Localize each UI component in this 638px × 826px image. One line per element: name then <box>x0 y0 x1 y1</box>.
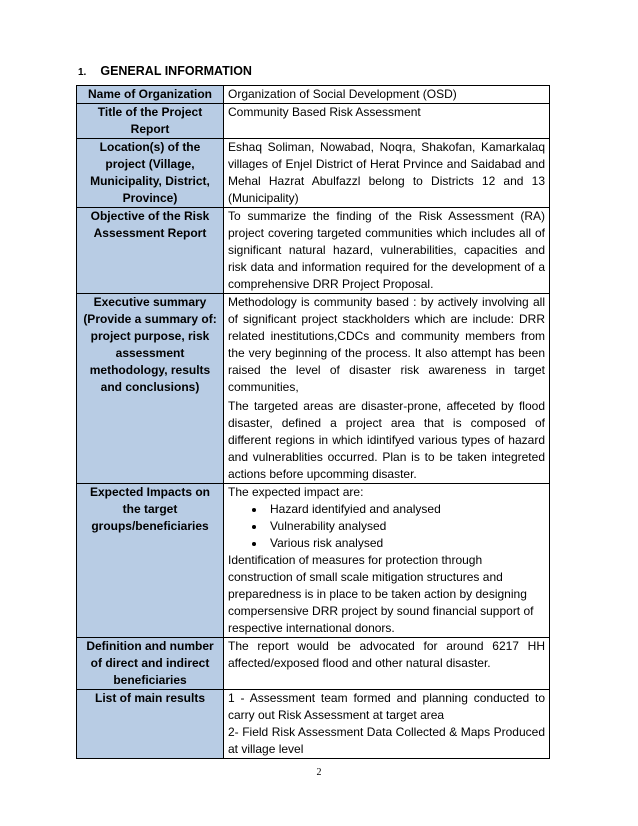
value-paragraph: Identification of measures for protection through construction of small scale mitigation structures and preparedness is in place to be taken action by designing compersensive DRR project by sound financial support of respective international donors. <box>228 553 534 635</box>
value-paragraph: The expected impact are: <box>228 485 364 499</box>
list-item: • Vulnerability analysed <box>266 518 545 535</box>
row-value <box>224 139 550 208</box>
value-paragraph: Methodology is community based : by actively involving all of significant project stackholders which are include: DRR related inestitutions,CDCs and community members from the very beginning of the process. It also attempt has been raised the level of disaster risk awareness in target communities, <box>228 295 545 394</box>
general-information-table <box>76 85 550 759</box>
row-value <box>224 86 550 104</box>
row-label: Definition and number of direct and indirect beneficiaries <box>77 638 224 690</box>
impact-list <box>228 501 545 552</box>
row-value <box>224 208 550 294</box>
value-paragraph: 2- Field Risk Assessment Data Collected & Maps Produced at village level <box>228 725 545 756</box>
row-label: Executive summary (Provide a summary of: project purpose, risk assessment methodology, results and conclusions) <box>77 294 224 484</box>
row-label: Name of Organization <box>77 86 224 104</box>
table-row <box>77 294 550 484</box>
section-heading <box>78 64 252 78</box>
page-number: 2 <box>316 767 322 778</box>
row-value <box>224 690 550 759</box>
table-row <box>77 139 550 208</box>
row-label: Location(s) of the project (Village, Municipality, District, Province) <box>77 139 224 208</box>
value-paragraph: Eshaq Soliman, Nowabad, Noqra, Shakofan, Kamarkalaq villages of Enjel District of Herat Prvince and Saidabad and Mehal Hazrat Abulfazzl belong to Districts 12 and 13 (Municipality) <box>228 140 545 205</box>
table-row <box>77 638 550 690</box>
row-value <box>224 294 550 484</box>
section-number: 1. <box>78 67 87 78</box>
row-label: Title of the Project Report <box>77 104 224 139</box>
row-label: Expected Impacts on the target groups/beneficiaries <box>77 484 224 638</box>
table-row <box>77 104 550 139</box>
list-item: • Hazard identifyied and analysed <box>266 501 545 518</box>
table-row <box>77 208 550 294</box>
table-row <box>77 86 550 104</box>
value-paragraph: The targeted areas are disaster-prone, affeceted by flood disaster, defined a project area that is composed of different regions in which idintifyed various types of hazard and vulnerablities occurred. Plan is to be taken integreted actions before upcomming disaster. <box>228 399 545 481</box>
list-item: • Various risk analysed <box>266 535 545 552</box>
value-paragraph: 1 - Assessment team formed and planning conducted to carry out Risk Assessment at target area <box>228 691 545 722</box>
row-value <box>224 104 550 139</box>
section-title: GENERAL INFORMATION <box>100 64 252 78</box>
row-label: List of main results <box>77 690 224 759</box>
row-label: Objective of the Risk Assessment Report <box>77 208 224 294</box>
value-paragraph: Organization of Social Development (OSD) <box>228 87 457 101</box>
row-value <box>224 638 550 690</box>
table-row <box>77 690 550 759</box>
value-paragraph: To summarize the finding of the Risk Assessment (RA) project covering targeted communities which includes all of significant natural hazard, vulnerabilities, capacities and risk data and information required for the development of a comprehensive DRR Project Proposal. <box>228 209 545 291</box>
value-paragraph: Community Based Risk Assessment <box>228 105 421 119</box>
table-row <box>77 484 550 638</box>
value-paragraph: The report would be advocated for around 6217 HH affected/exposed flood and other natural disaster. <box>228 639 545 670</box>
row-value <box>224 484 550 638</box>
